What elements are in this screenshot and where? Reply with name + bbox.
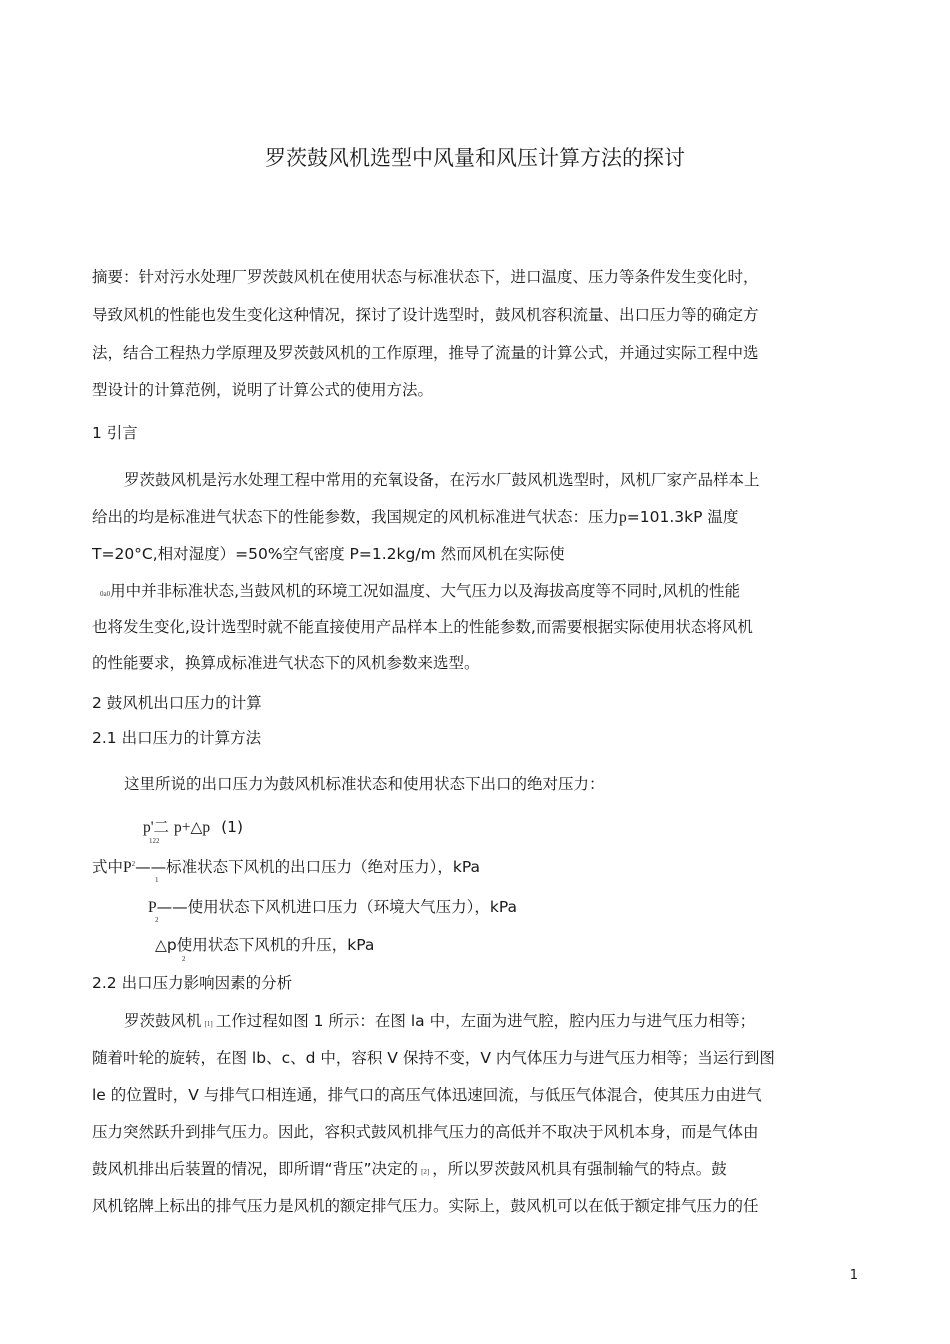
definition-2-symbol: P [148, 899, 157, 916]
formula-subscripts: 122 [149, 837, 160, 845]
analysis-line-1-a: 罗茨鼓风机 [124, 1012, 202, 1030]
intro-line-3: T=20°C,相对湿度）=50%空气密度 P=1.2kg/m 然而风机在实际使 [92, 545, 565, 563]
citation-1: [1] [204, 1020, 213, 1028]
definition-1-superscript: 2 [131, 859, 136, 868]
abstract-line-2: 导致风机的性能也发生变化这种情况，探讨了设计选型时，鼓风机容积流量、出口压力等的确定方 [92, 306, 759, 324]
intro-line-2-text: 给出的均是标准进气状态下的性能参数，我国规定的风机标准进气状态：压力 [92, 508, 620, 526]
formula-lhs: p'二 [143, 819, 170, 836]
analysis-line-1 [124, 1012, 755, 1031]
definition-1 [92, 858, 480, 878]
definition-3-text: 使用状态下风机的升压，kPa [176, 936, 375, 954]
pressure-value: =101.3kP 温度 [626, 508, 739, 526]
abstract-line-1: 摘要：针对污水处理厂罗茨鼓风机在使用状态与标准状态下，进口温度、压力等条件发生变化时， [92, 268, 759, 286]
definition-3-symbol: △p [155, 936, 177, 954]
formula-intro: 这里所说的出口压力为鼓风机标准状态和使用状态下出口的绝对压力： [124, 775, 605, 793]
definition-1-subscript: 1 [155, 876, 159, 884]
definition-lead: 式中 [92, 858, 124, 876]
definition-2-text: ——使用状态下风机进口压力（环境大气压力），kPa [156, 898, 518, 916]
definition-3-subscript: 2 [182, 955, 186, 963]
abstract-line-4: 型设计的计算范例，说明了计算公式的使用方法。 [92, 381, 434, 399]
analysis-line-2: 随着叶轮的旋转，在图 lb、c、d 中，容积 V 保持不变，V 内气体压力与进气压力相等；当运行到图 [92, 1049, 775, 1067]
section-1-heading: 1 引言 [92, 424, 138, 442]
document-title: 罗茨鼓风机选型中风量和风压计算方法的探讨 [265, 146, 685, 170]
analysis-line-5 [92, 1160, 727, 1179]
intro-line-4 [100, 582, 740, 601]
definition-2-subscript: 2 [155, 916, 159, 924]
citation-2: [2] [421, 1168, 430, 1176]
formula-1 [143, 818, 243, 838]
definition-1-text: ——标准状态下风机的出口压力（绝对压力），kPa [135, 858, 481, 876]
definition-3 [155, 936, 374, 955]
formula-rhs: p+△p [173, 819, 211, 836]
definition-1-symbol: P [123, 859, 132, 876]
pressure-symbol: p [619, 509, 627, 526]
subsection-2-1-heading: 2.1 出口压力的计算方法 [92, 729, 262, 747]
intro-line-4-text: 用中并非标准状态,当鼓风机的环境工况如温度、大气压力以及海拔高度等不同时,风机的性能 [110, 582, 740, 600]
analysis-line-3: le 的位置时，V 与排气口相连通，排气口的高压气体迅速回流，与低压气体混合，使其压力由进气 [92, 1086, 762, 1104]
analysis-line-1-b: 工作过程如图 1 所示：在图 la 中，左面为进气腔，腔内压力与进气压力相等； [215, 1012, 756, 1030]
analysis-line-5-a: 鼓风机排出后装置的情况，即所谓“背压”决定的 [92, 1160, 419, 1178]
analysis-line-4: 压力突然跃升到排气压力。因此，容积式鼓风机排气压力的高低并不取决于风机本身，而是气体由 [92, 1123, 759, 1141]
intro-line-6: 的性能要求，换算成标准进气状态下的风机参数来选型。 [92, 654, 480, 672]
section-2-heading: 2 鼓风机出口压力的计算 [92, 694, 262, 712]
garbled-prefix: 0a0 [100, 590, 111, 598]
abstract-line-3: 法，结合工程热力学原理及罗茨鼓风机的工作原理，推导了流量的计算公式，并通过实际工程中选 [92, 344, 759, 362]
page-number: 1 [849, 1268, 858, 1283]
intro-line-1: 罗茨鼓风机是污水处理工程中常用的充氧设备，在污水厂鼓风机选型时，风机厂家产品样本上 [124, 471, 760, 489]
definition-2 [148, 898, 517, 918]
analysis-line-5-b: ，所以罗茨鼓风机具有强制输气的特点。鼓 [432, 1160, 727, 1178]
formula-number: (1) [221, 818, 244, 836]
intro-line-2 [92, 508, 738, 528]
intro-line-5: 也将发生变化,设计选型时就不能直接使用产品样本上的性能参数,而需要根据实际使用状态将风机 [92, 618, 753, 636]
subsection-2-2-heading: 2.2 出口压力影响因素的分析 [92, 974, 293, 992]
analysis-line-6: 风机铭牌上标出的排气压力是风机的额定排气压力。实际上，鼓风机可以在低于额定排气压力的任 [92, 1197, 759, 1215]
